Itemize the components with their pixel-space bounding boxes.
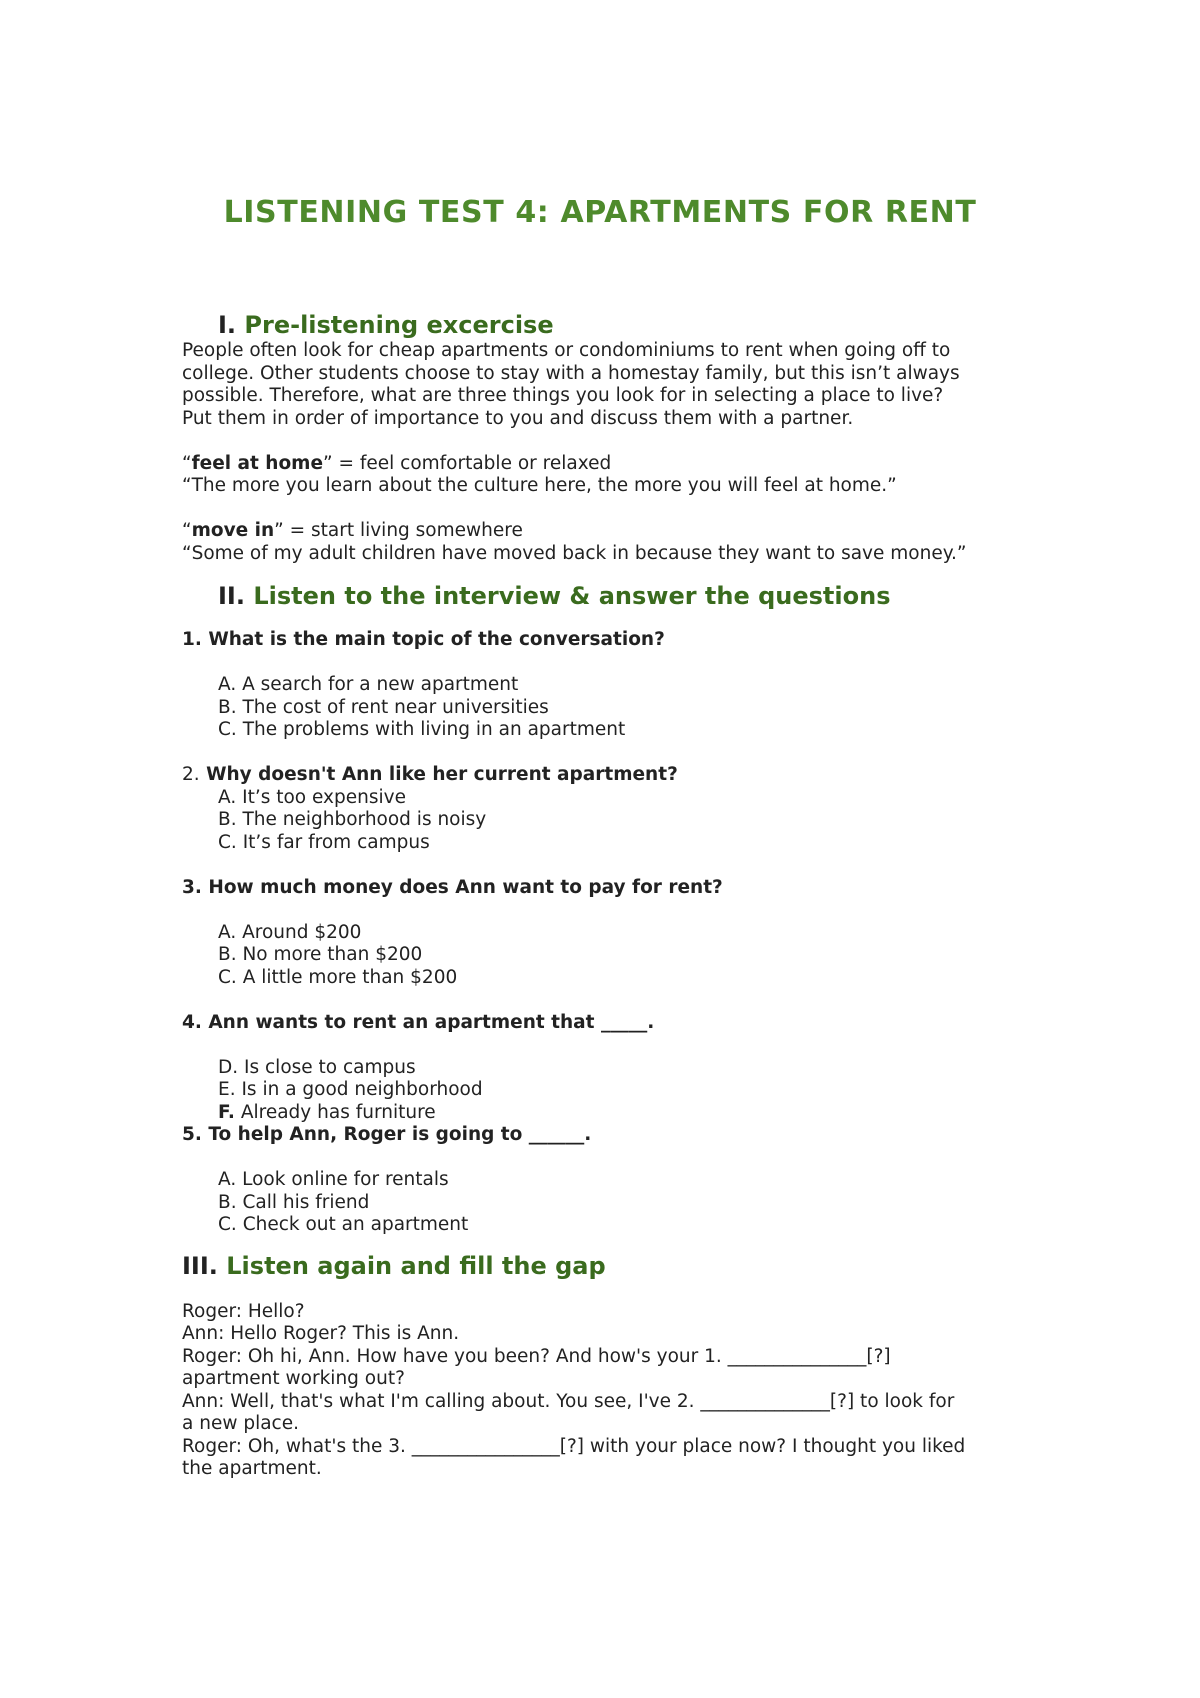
paragraph-line: college. Other students choose to stay with a homestay family, but this isn’t always <box>182 362 960 384</box>
option <box>218 944 1042 967</box>
option <box>218 967 1042 990</box>
dialogue-transcript <box>182 1301 1042 1481</box>
option <box>218 1192 1042 1215</box>
option <box>218 1169 1042 1192</box>
option-letter: A. <box>218 674 237 695</box>
option <box>218 674 1042 697</box>
question-number: 5. <box>182 1124 202 1145</box>
option-letter: B. <box>218 809 237 830</box>
section-number: I. <box>218 311 237 339</box>
question-3 <box>182 877 1042 900</box>
option-text: The problems with living in an apartment <box>242 719 626 740</box>
section-number: III. <box>182 1251 218 1280</box>
option-letter: C. <box>218 831 237 853</box>
option-text: It’s too expensive <box>242 786 406 808</box>
section-2-heading <box>182 581 1042 611</box>
option <box>218 1057 1042 1080</box>
option <box>218 697 1042 720</box>
option-text: Check out an apartment <box>242 1214 469 1235</box>
option-text: A little more than $200 <box>242 966 458 988</box>
question-3-options <box>182 922 1042 990</box>
dialogue-line: apartment working out? <box>182 1368 405 1389</box>
question-number: 3. <box>182 876 202 898</box>
question-5-options <box>182 1169 1042 1237</box>
option <box>218 1102 1042 1125</box>
question-text: Why doesn't Ann like her current apartment? <box>206 764 678 785</box>
option-letter: D. <box>218 1056 239 1078</box>
section-3-heading <box>182 1251 1042 1281</box>
dialogue-line: Ann: Well, that's what I'm calling about. You see, I've 2. ______________[?] to look for <box>182 1390 955 1412</box>
vocab-example: “The more you learn about the culture here, the more you will feel at home.” <box>182 475 897 496</box>
dialogue-line: Roger: Hello? <box>182 1300 305 1322</box>
option-letter: A. <box>218 1169 237 1190</box>
dialogue-line: Roger: Oh hi, Ann. How have you been? And how's your 1. _______________[?] <box>182 1345 891 1367</box>
dialogue-line: a new place. <box>182 1413 299 1434</box>
option-letter: B. <box>218 944 237 965</box>
option <box>218 787 1042 810</box>
option-text: Look online for rentals <box>242 1169 449 1190</box>
section-number: II. <box>218 582 245 610</box>
option <box>218 832 1042 855</box>
vocab-definition: ” = feel comfortable or relaxed <box>323 452 612 474</box>
question-1-options <box>182 674 1042 742</box>
option-letter: A. <box>218 921 237 943</box>
question-number: 2. <box>182 764 200 785</box>
question-text: To help Ann, Roger is going to ______. <box>208 1124 592 1145</box>
dialogue-line: the apartment. <box>182 1458 322 1479</box>
option-letter: C. <box>218 1214 237 1235</box>
option-text: The neighborhood is noisy <box>242 809 487 830</box>
quote-mark: “ <box>182 520 192 541</box>
question-1 <box>182 629 1042 652</box>
question-5 <box>182 1124 1042 1147</box>
option-letter: C. <box>218 966 237 988</box>
option-letter: B. <box>218 696 237 718</box>
document-title: LISTENING TEST 4: APARTMENTS FOR RENT <box>223 195 977 230</box>
section-title: Listen to the interview & answer the questions <box>253 582 891 610</box>
paragraph-line: People often look for cheap apartments or condominiums to rent when going off to <box>182 340 951 361</box>
question-2 <box>182 764 1042 787</box>
question-text: Ann wants to rent an apartment that _____. <box>208 1011 655 1033</box>
option-text: The cost of rent near universities <box>242 696 549 718</box>
option-text: Is close to campus <box>244 1056 416 1078</box>
question-4-options <box>182 1057 1042 1125</box>
option-letter: B. <box>218 1191 237 1213</box>
vocab-definition-line <box>182 520 1042 543</box>
option-text: It’s far from campus <box>242 831 430 853</box>
question-2-options <box>182 787 1042 855</box>
option <box>218 1079 1042 1102</box>
question-text: How much money does Ann want to pay for rent? <box>208 876 723 898</box>
question-number: 1. <box>182 629 202 650</box>
section-title: Listen again and fill the gap <box>226 1251 606 1280</box>
option-text: Already has furniture <box>240 1101 436 1123</box>
paragraph-line: possible. Therefore, what are three things you look for in selecting a place to live? <box>182 385 944 406</box>
vocab-term: move in <box>191 520 275 541</box>
dialogue-line: Roger: Oh, what's the 3. ________________[?] with your place now? I thought you liked <box>182 1435 966 1457</box>
vocab-item <box>182 453 1042 498</box>
vocab-term: feel at home <box>191 452 323 474</box>
option-text: A search for a new apartment <box>242 674 519 695</box>
option-letter: A. <box>218 786 237 808</box>
section-title: Pre-listening excercise <box>244 311 554 339</box>
option <box>218 1214 1042 1237</box>
vocab-definition: ” = start living somewhere <box>274 520 523 541</box>
paragraph-line: Put them in order of importance to you and discuss them with a partner. <box>182 407 854 429</box>
question-number: 4. <box>182 1011 202 1033</box>
option <box>218 809 1042 832</box>
section-1-heading <box>182 310 1042 340</box>
option-text: Around $200 <box>242 921 362 943</box>
quote-mark: “ <box>182 452 192 474</box>
option-letter: C. <box>218 719 237 740</box>
vocab-example: “Some of my adult children have moved back in because they want to save money.” <box>182 542 967 564</box>
option-letter: F. <box>218 1101 235 1123</box>
document-body <box>182 310 1042 1481</box>
option-text: Is in a good neighborhood <box>241 1079 483 1100</box>
vocab-definition-line <box>182 453 1042 476</box>
option <box>218 719 1042 742</box>
dialogue-line: Ann: Hello Roger? This is Ann. <box>182 1323 460 1344</box>
option-text: No more than $200 <box>242 944 423 965</box>
option <box>218 922 1042 945</box>
question-text: What is the main topic of the conversation? <box>208 629 665 650</box>
option-letter: E. <box>218 1079 236 1100</box>
option-text: Call his friend <box>242 1191 370 1213</box>
intro-paragraph <box>182 340 1042 430</box>
question-4 <box>182 1012 1042 1035</box>
vocab-item <box>182 520 1042 565</box>
